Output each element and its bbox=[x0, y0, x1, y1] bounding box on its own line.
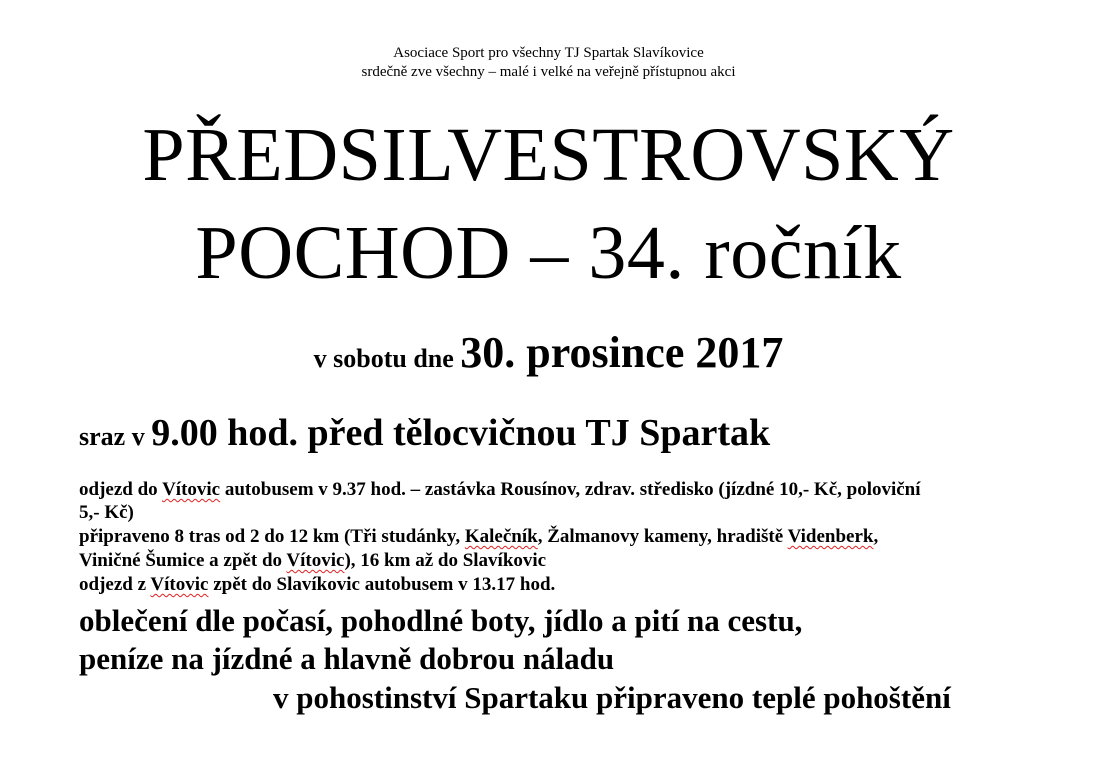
event-title-line2: POCHOD – 34. ročník bbox=[195, 211, 902, 295]
what-to-bring-line2: peníze na jízdné a hlavně dobrou náladu bbox=[79, 641, 615, 676]
info-text: zpět do Slavíkovic autobusem v 13.17 hod. bbox=[208, 574, 556, 595]
place-name: Vítovic bbox=[286, 550, 345, 571]
info-text: Viničné Šumice a zpět do bbox=[79, 550, 287, 571]
info-text: , bbox=[873, 526, 879, 547]
info-text: odjezd do bbox=[79, 479, 163, 500]
place-name: Vítovic bbox=[150, 574, 209, 595]
what-to-bring-line1: oblečení dle počasí, pohodlné boty, jídlo a pití na cestu, bbox=[79, 603, 803, 638]
info-text: připraveno 8 tras od 2 do 12 km (Tři studánky, bbox=[79, 526, 465, 547]
info-text: ), 16 km až do Slavíkovic bbox=[344, 550, 547, 571]
event-title-line1: PŘEDSILVESTROVSKÝ bbox=[142, 113, 955, 197]
info-text: odjezd z bbox=[79, 574, 151, 595]
info-line-4 bbox=[79, 549, 546, 572]
meeting-info bbox=[79, 411, 770, 459]
info-text: , Žalmanovy kameny, hradiště bbox=[537, 526, 788, 547]
info-line-2: 5,- Kč) bbox=[79, 502, 134, 523]
event-date bbox=[0, 328, 1097, 384]
date-prefix: v sobotu dne bbox=[313, 344, 461, 373]
info-line-1 bbox=[79, 478, 921, 501]
place-name: Kalečník bbox=[464, 526, 538, 547]
meeting-value: 9.00 hod. před tělocvičnou TJ Spartak bbox=[151, 412, 771, 454]
date-value: 30. prosince 2017 bbox=[460, 328, 784, 377]
organizer-line: Asociace Sport pro všechny TJ Spartak Slavíkovice bbox=[393, 45, 704, 61]
refreshment-note: v pohostinství Spartaku připraveno teplé pohoštění bbox=[273, 680, 951, 715]
invitation-line: srdečně zve všechny – malé i velké na veřejně přístupnou akci bbox=[361, 64, 736, 80]
info-text: autobusem v 9.37 hod. – zastávka Rousínov, zdrav. středisko (jízdné 10,- Kč, poloviční bbox=[220, 479, 921, 500]
place-name: Vítovic bbox=[162, 479, 221, 500]
info-line-5 bbox=[79, 573, 555, 596]
meeting-prefix: sraz v bbox=[79, 422, 152, 451]
place-name: Videnberk bbox=[787, 526, 874, 547]
info-line-3 bbox=[79, 525, 878, 548]
